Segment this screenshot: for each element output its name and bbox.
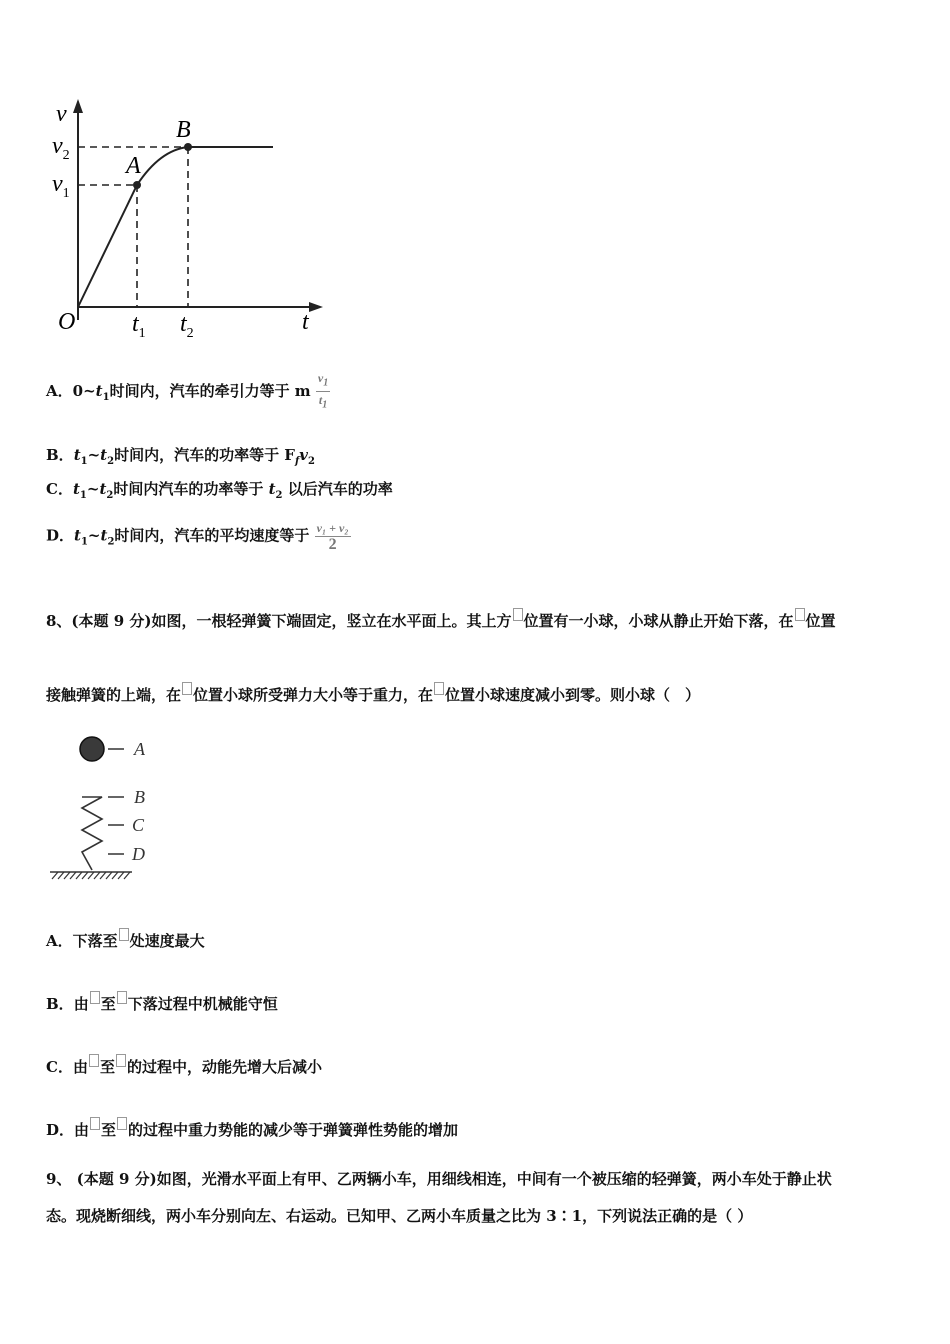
origin-label: O [58,309,76,335]
q7-option-d-fraction: $\frac{\text{v₁ + v₂}}{2}$ [316,521,349,553]
t-axis-label: t [302,309,309,335]
placeholder-box [90,991,100,1004]
ground-hatching [52,872,130,879]
point-b [184,143,192,151]
velocity-curve [78,147,273,307]
v2-label: $v_2$ [52,133,70,163]
q8-stem-line1: 8、(本题 9 分)如图，一根轻弹簧下端固定，竖立在水平面上。其上方 位置有一小球，小球从静止开始下落，在 位置 [46,610,836,631]
placeholder-box [513,608,523,621]
placeholder-box [434,682,444,695]
v-axis-label: v [56,101,67,127]
t-axis-arrow [309,302,323,312]
placeholder-box [182,682,192,695]
ball [80,737,104,761]
velocity-time-graph [40,95,340,345]
label-a: A [134,739,145,759]
q7-option-a-fraction: $\frac{v_1}{t_1}$ [317,371,329,411]
q8-option-a: A．下落至 处速度最大 [46,930,205,951]
placeholder-box [117,1117,127,1130]
label-d: D [132,844,145,864]
point-b-label: B [176,117,191,143]
placeholder-box [119,928,129,941]
label-c: C [132,815,145,835]
q8-option-c: C．由 至 的过程中，动能先增大后减小 [46,1056,322,1077]
spring [82,797,102,870]
t2-label: $t_2$ [180,311,194,341]
placeholder-box [795,608,805,621]
q8-stem-line2: 接触弹簧的上端，在 位置小球所受弹力大小等于重力，在 位置小球速度减小到零。则小球（ ） [46,684,700,705]
t1-label: $t_1$ [132,311,146,341]
point-a-label: A [126,153,141,179]
placeholder-box [117,991,127,1004]
placeholder-box [89,1054,99,1067]
q8-option-b: B．由 至 下落过程中机械能守恒 [46,993,278,1014]
q8-option-d: D．由 至 的过程中重力势能的减少等于弹簧弹性势能的增加 [46,1119,458,1140]
q7-option-a: A．$0\sim t_1$时间内，汽车的牵引力等于 m $\frac{v_1}{t_1}$ [46,370,330,414]
q9-stem-line1: 9、 (本题 9 分)如图，光滑水平面上有甲、乙两辆小车，用细线相连，中间有一个被压缩的轻弹簧，两小车处于静止状 [46,1170,832,1188]
q7-option-b: B．$t_1\sim t_2$时间内，汽车的功率等于 $F_fv_2$ [46,446,315,467]
spring-ball-figure [44,730,174,890]
label-b: B [134,787,145,807]
placeholder-box [90,1117,100,1130]
placeholder-box [116,1054,126,1067]
v1-label: $v_1$ [52,171,70,201]
v-axis-arrow [73,99,83,113]
q7-option-c: C．$t_1\sim t_2$时间内汽车的功率等于 $t_2$ 以后汽车的功率 [46,480,393,501]
q9-stem-line2: 态。现烧断细线，两小车分别向左、右运动。已知甲、乙两小车质量之比为 3∶1，下列说法正确的是（ ） [46,1207,753,1225]
point-a [133,181,141,189]
q7-option-d: D．$t_1\sim t_2$时间内，汽车的平均速度等于 $\frac{\text{v₁ + v₂}}{2}$ [46,521,349,553]
